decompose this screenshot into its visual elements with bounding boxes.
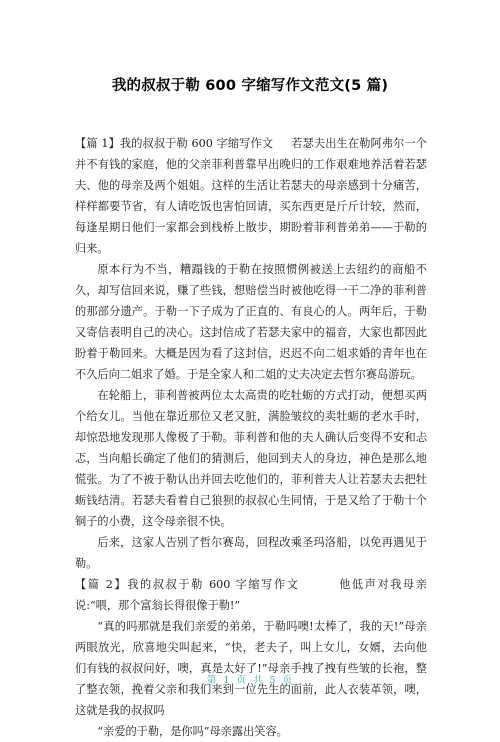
document-title: 我的叔叔于勒 600 字缩写作文范文(5 篇): [111, 78, 389, 94]
footer-page-number: 1: [223, 675, 231, 686]
page-footer: [0, 672, 500, 686]
section-1-paragraph-2: 原本行为不当，糟蹋钱的于勒在按照惯例被送上去纽约的商船不久，却写信回来说，赚了些钱，想赔偿当时被他吃得一干二净的菲利普的那部分遗产。于勒一下子成为了正直的、有良心的人。两年后，于勒又寄信表明自己的决心。这封信成了若瑟夫家中的福音，大家也都因此盼着于勒回来。大概是因为看了这封信，迟迟不向二姐求婚的青年也在不久后向二姐求了婚。于是全家人和二姐的丈夫决定去哲尔赛岛游玩。: [75, 263, 427, 381]
section-1-paragraph-4: 后来，这家人告别了哲尔赛岛，回程改乘圣玛洛船，以免再遇见于勒。: [75, 536, 427, 570]
section-1-label: 【篇 1】我的叔叔于勒 600 字缩写作文: [75, 137, 274, 150]
section-1-text: 若瑟夫出生在勒阿弗尔一个并不有钱的家庭，他的父亲菲利普靠早出晚归的工作艰难地养活着若瑟夫、他的母亲及两个姐姐。这样的生活让若瑟夫的母亲感到十分痛苦，样样都要节省，有人请吃饭也害怕回请，买东西更是斤斤计较，然而，每逢星期日他们一家都会到栈桥上散步，期盼着菲利普弟弟——于勒的归来。: [75, 137, 427, 255]
footer-total-unit: 页: [282, 675, 294, 686]
footer-page-unit: 页: [236, 675, 247, 686]
section-1-paragraph-1: [75, 133, 427, 259]
footer-total-number: 5: [269, 675, 277, 686]
section-2-paragraph-2: “真的吗那就是我们亲爱的弟弟，于勒吗噢!太棒了，我的天!”母亲两眼放光，欣喜地尖叫起来，“快，老夫子，叫上女儿，女婿，去向他们有钱的叔叔问好，噢，真是太好了!”母亲手拽了拽有些皱的长袍，整了整衣领，挽着父亲和我们来到一位先生的面前，此人衣装革领，噢，这就是我的叔叔吗: [75, 620, 427, 717]
section-2-paragraph-3: “亲爱的于勒，是你吗”母亲露出笑容。: [97, 725, 288, 738]
section-2-paragraph-1: [75, 574, 427, 616]
document-body: [75, 133, 427, 742]
section-2-label: 【篇 2】我的叔叔于勒 600 字缩写作文: [75, 578, 300, 591]
footer-total-word: 共: [253, 675, 264, 686]
footer-page-word: 第: [206, 675, 218, 686]
section-2-text: 他低声对我母亲说:“喂，那个富翁长得很像于勒!”: [75, 578, 427, 612]
section-1-paragraph-3: 在轮船上，菲利普被两位太太高贵的吃牡蛎的方式打动，便想买两个给女儿。当他在靠近那位又老又脏，满脸皱纹的卖牡蛎的老水手时，却惊恐地发现那人像极了于勒。菲利普和他的夫人确认后变得不安和忐忑，当向船长确定了他们的猜测后，他回到夫人的身边，神色是那么地慌张。为了不被于勒认出并回去吃他们的，菲利普夫人让若瑟夫去把牡蛎钱结清。若瑟夫看着自己狼狈的叔叔心生同情，于是又给了于勒十个铜子的小费，这令母亲很不快。: [75, 389, 427, 528]
